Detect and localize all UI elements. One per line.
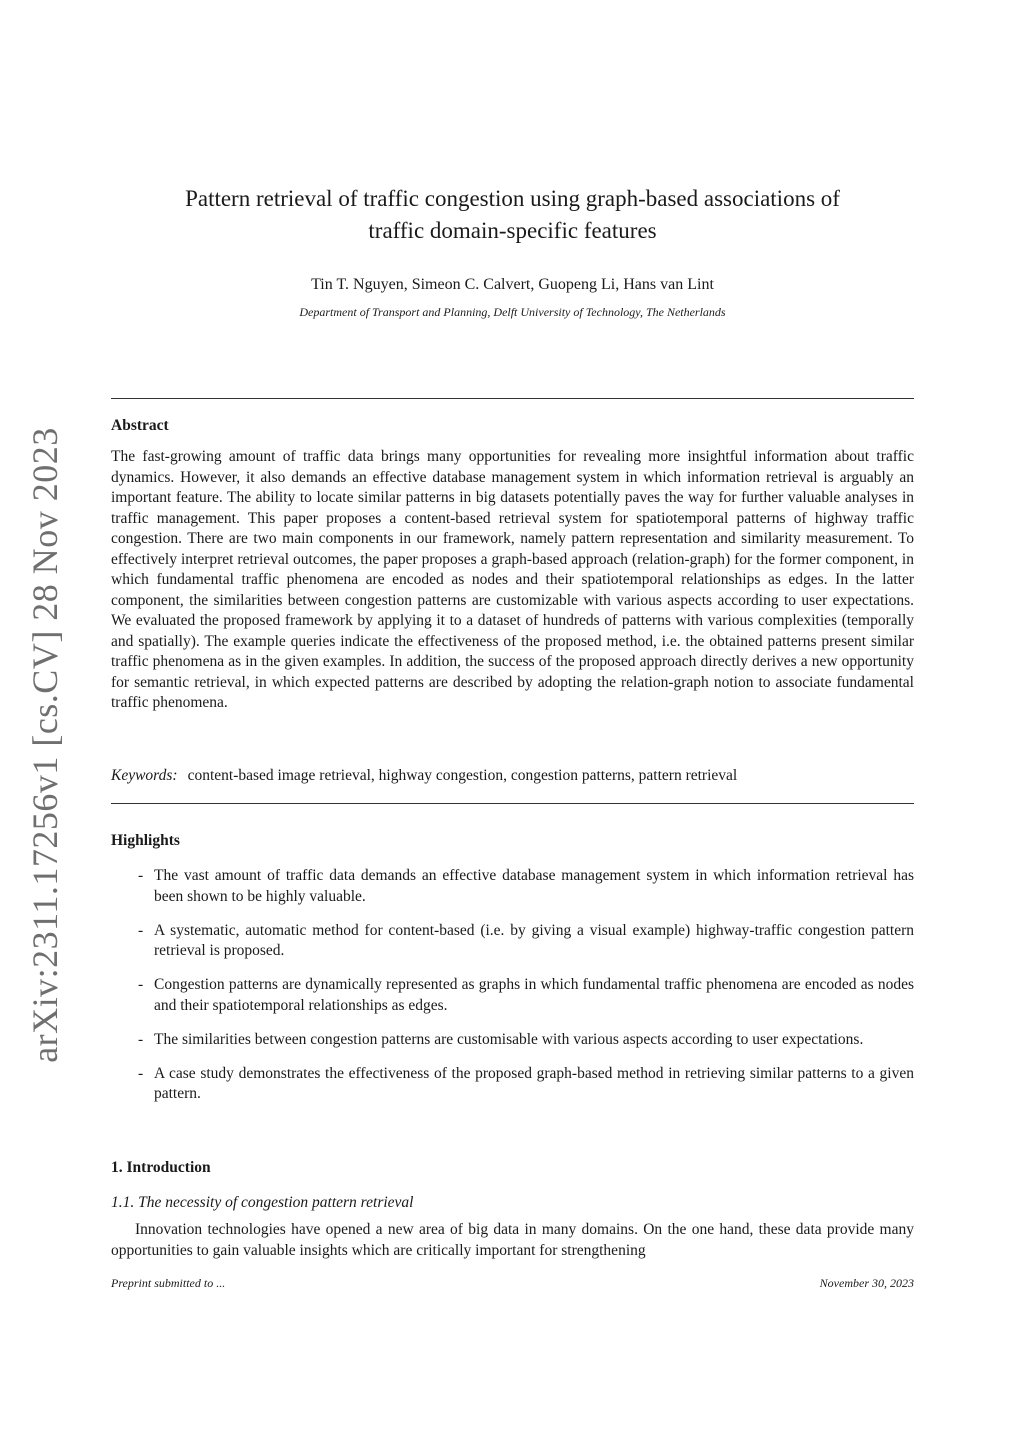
title-line-1: Pattern retrieval of traffic congestion using graph-based associations of [185,186,840,211]
highlights-heading: Highlights [111,832,180,849]
abstract-bottom-rule [111,803,914,804]
arxiv-identifier: arXiv:2311.17256v1 [cs.CV] 28 Nov 2023 [25,427,65,1063]
list-item [138,1030,914,1051]
bullet-dash: - [138,1064,144,1082]
paper-title [81,183,944,247]
list-item [138,921,914,962]
list-item [138,1064,914,1105]
abstract-top-rule [111,398,914,399]
abstract-heading: Abstract [111,417,169,434]
introduction-text: Innovation technologies have opened a new area of big data in many domains. On the one hand, these data provide many opportunities to gain valuable insights which are critically important for strengthening [111,1221,914,1259]
introduction-heading: 1. Introduction [111,1159,211,1176]
highlight-text: The similarities between congestion patterns are customisable with various aspects according to user expectations. [154,1030,864,1048]
list-item [138,866,914,907]
bullet-dash: - [138,1030,144,1048]
subsection-heading: 1.1. The necessity of congestion pattern retrieval [111,1194,414,1211]
affiliation: Department of Transport and Planning, Delft University of Technology, The Netherlands [299,305,726,319]
keywords-text: content-based image retrieval, highway congestion, congestion patterns, pattern retrieval [187,767,738,784]
bullet-dash: - [138,976,144,993]
title-line-2: traffic domain-specific features [368,218,657,243]
highlight-text: The vast amount of traffic data demands an effective database management system in which information retrieval has been shown to be highly valuable. [154,867,914,905]
highlight-text: Congestion patterns are dynamically represented as graphs in which fundamental traffic phenomena are encoded as nodes and their spatiotemporal relationships as edges. [154,976,914,1014]
abstract-text: The fast-growing amount of traffic data brings many opportunities for revealing more insightful information about traffic dynamics. However, it also demands an effective database management system in which information retrieval is arguably an important feature. The ability to locate similar patterns in big datasets potentially paves the way for further valuable analyses in traffic management. This paper proposes a content-based retrieval system for spatiotemporal patterns of highway traffic congestion. There are two main components in our framework, namely pattern representation and similarity measurement. To effectively interpret retrieval outcomes, the paper proposes a graph-based approach (relation-graph) for the former component, in which fundamental traffic phenomena are encoded as nodes and their spatiotemporal relationships as edges. In the latter component, the similarities between congestion patterns are customizable with various aspects according to user expectations. We evaluated the proposed framework by applying it to a dataset of hundreds of patterns with various complexities (temporally and spatially). The example queries indicate the effectiveness of the proposed method, i.e. the obtained patterns present similar traffic phenomena as in the given examples. In addition, the success of the proposed approach directly derives a new opportunity for semantic retrieval, in which expected patterns are described by adopting the relation-graph notion to associate fundamental traffic phenomena. [111,448,914,711]
highlight-text: A systematic, automatic method for content-based (i.e. by giving a visual example) highway-traffic congestion pattern retrieval is proposed. [154,921,914,959]
author-list: Tin T. Nguyen, Simeon C. Calvert, Guopeng Li, Hans van Lint [311,276,714,293]
keywords-label: Keywords: [111,767,178,784]
bullet-dash: - [138,867,144,884]
footer-preprint-note: Preprint submitted to ... [111,1276,226,1290]
highlight-text: A case study demonstrates the effectiveness of the proposed graph-based method in retrieving similar patterns to a given pattern. [154,1064,914,1102]
keywords [111,767,914,785]
bullet-dash: - [138,921,144,939]
list-item [138,975,914,1016]
highlights-list [138,866,914,1118]
footer-date: November 30, 2023 [819,1276,914,1290]
